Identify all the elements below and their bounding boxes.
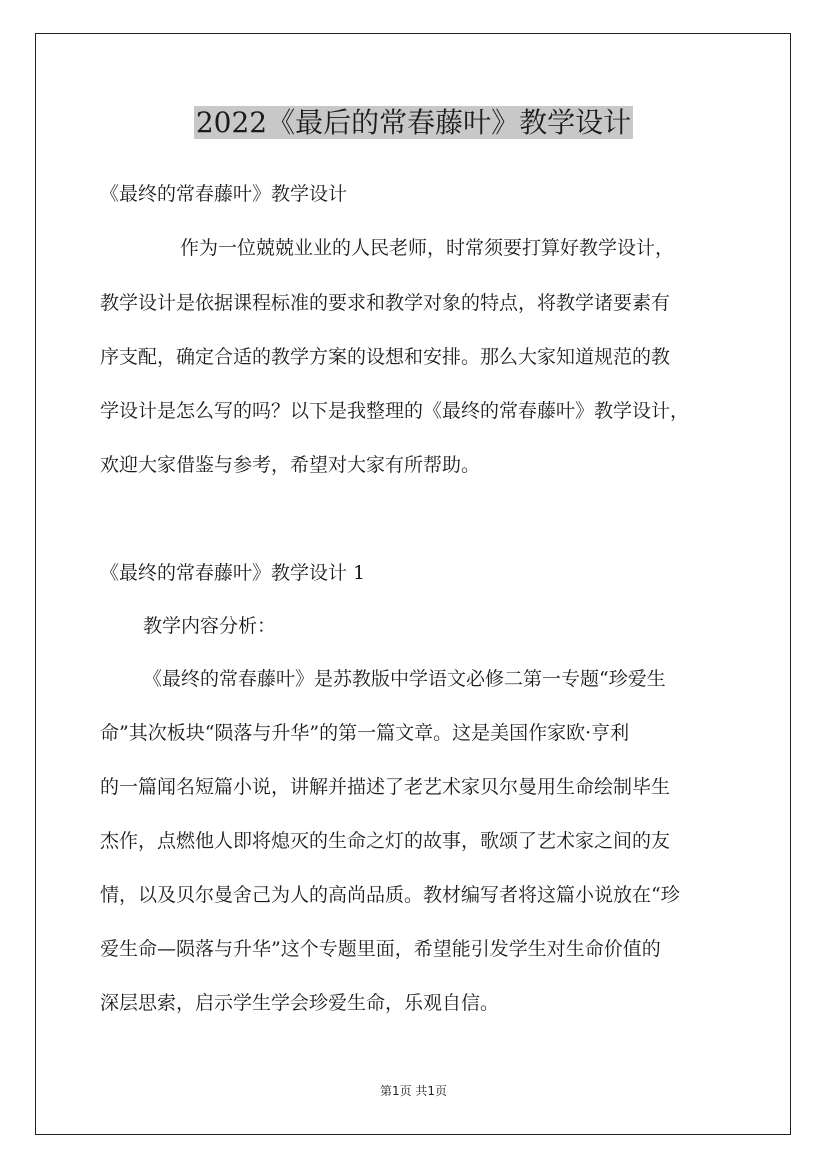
- main-heading: 《最终的常春藤叶》教学设计: [100, 183, 348, 205]
- subsection-heading: 教学内容分析：: [143, 615, 277, 637]
- body-line: 命”其次板块“陨落与升华”的第一篇文章。这是美国作家欧·亨利: [100, 722, 630, 744]
- body-line: 深层思索，启示学生学会珍爱生命，乐观自信。: [100, 992, 500, 1014]
- body-line: 杰作，点燃他人即将熄灭的生命之灯的故事，歌颂了艺术家之间的友: [100, 830, 671, 852]
- intro-line: 序支配，确定合适的教学方案的设想和安排。那么大家知道规范的教: [100, 346, 671, 368]
- page-footer: 第1页 共1页: [379, 1084, 448, 1098]
- body-line: 爱生命—陨落与升华”这个专题里面，希望能引发学生对生命价值的: [100, 938, 661, 960]
- body-line: 《最终的常春藤叶》是苏教版中学语文必修二第一专题“珍爱生: [143, 668, 666, 690]
- body-line: 的一篇闻名短篇小说，讲解并描述了老艺术家贝尔曼用生命绘制毕生: [100, 776, 671, 798]
- body-line: 情，以及贝尔曼舍己为人的高尚品质。教材编写者将这篇小说放在“珍: [100, 884, 680, 906]
- intro-line: 作为一位兢兢业业的人民老师，时常须要打算好教学设计，: [180, 237, 675, 259]
- document-title: 2022《最后的常春藤叶》教学设计: [195, 106, 632, 139]
- intro-line: 教学设计是依据课程标准的要求和教学对象的特点，将教学诸要素有: [100, 292, 671, 314]
- section-heading: 《最终的常春藤叶》教学设计 1: [100, 562, 366, 584]
- intro-line: 学设计是怎么写的吗？以下是我整理的《最终的常春藤叶》教学设计，: [100, 400, 690, 422]
- intro-line: 欢迎大家借鉴与参考，希望对大家有所帮助。: [100, 454, 481, 476]
